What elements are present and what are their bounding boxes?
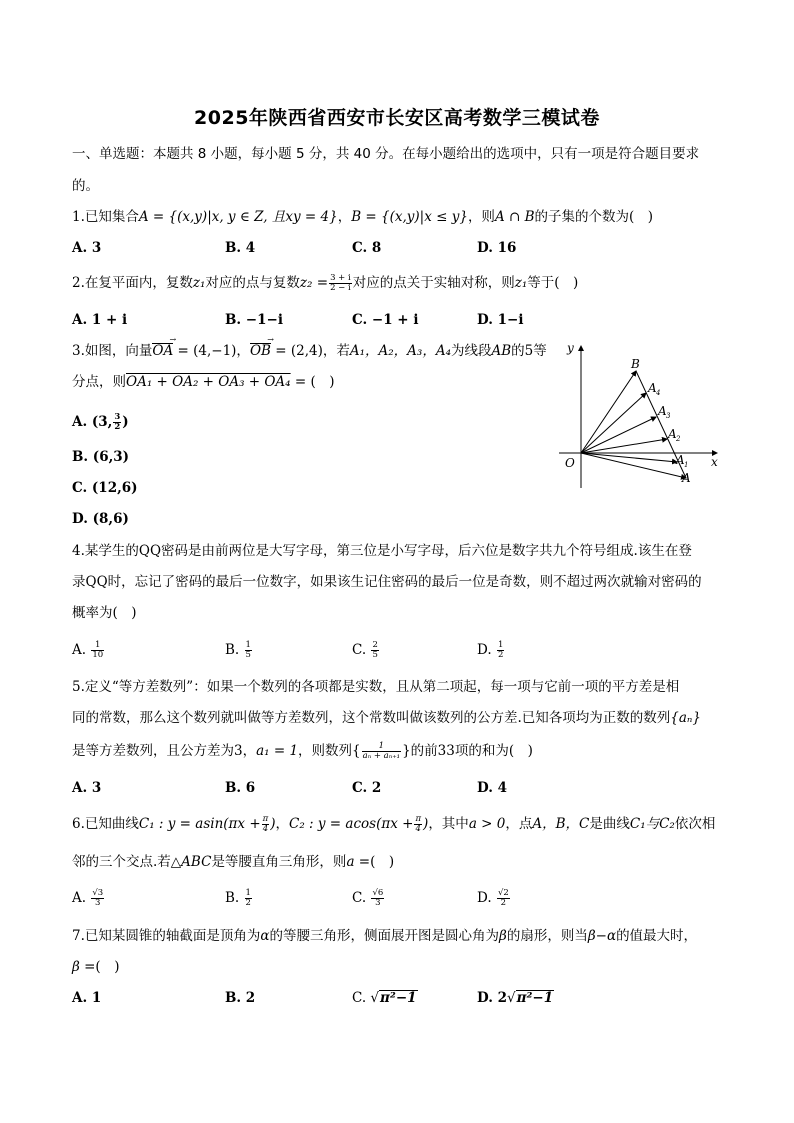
q5-frac-den: aₙ + aₙ₊₁ xyxy=(362,751,401,761)
q7-opt-c-radicand: π²−1 xyxy=(380,990,417,1006)
q6-opt-a-label: A. xyxy=(72,890,87,906)
q3-text-5: = ( ) xyxy=(290,374,335,390)
question-7 xyxy=(72,926,697,946)
q6-text-2: ，其中 xyxy=(428,816,469,832)
q4-opt-b-den: 5 xyxy=(245,650,251,660)
q5-option-d[interactable]: D. 4 xyxy=(477,780,508,796)
q6-curve-c2: C₂ : y = acos(πx + xyxy=(289,816,414,832)
q2-number: 2. xyxy=(72,275,85,291)
q4-opt-a-label: A. xyxy=(72,642,87,658)
q2-text: 在复平面内，复数 xyxy=(84,275,193,291)
q6-opt-c-num: √6 xyxy=(372,888,384,898)
q3-option-c[interactable]: C. (12,6) xyxy=(72,480,138,496)
q6-opt-d-den: 2 xyxy=(500,898,507,908)
q1-option-a[interactable]: A. 3 xyxy=(72,240,102,256)
fig-label-a3: A xyxy=(658,404,667,418)
q5-frac-num: 1 xyxy=(362,742,401,752)
q6-c1-end: ) xyxy=(270,816,276,832)
q1-text: 已知集合 xyxy=(84,209,139,225)
q5-text-2: 同的常数，那么这个数列就叫做等方差数列，这个常数叫做该数列的公方差.已知各项均为正数的数列 xyxy=(72,710,671,726)
q3-vector-figure xyxy=(555,338,730,493)
q3-text: 如图，向量 xyxy=(84,343,153,359)
q6-opt-b-num: 1 xyxy=(245,888,251,898)
q3-option-a[interactable] xyxy=(72,412,129,432)
fig-label-a4: A xyxy=(648,381,657,395)
q7-text-2: 的等腰三角形，侧面展开图是圆心角为 xyxy=(269,928,500,944)
q6-option-d[interactable] xyxy=(477,888,511,908)
q5-text: 定义“等方差数列”：如果一个数列的各项都是实数，且从第二项起，每一项与它前一项的平方差是相 xyxy=(84,679,680,695)
q6-c2-four: 4 xyxy=(415,824,421,834)
q4-opt-c-num: 2 xyxy=(372,640,378,650)
q6-c1-four: 4 xyxy=(262,824,269,834)
q5-a1: a₁ = 1 xyxy=(256,743,299,759)
q6-curves: C₁与C₂ xyxy=(629,816,675,832)
q6-opt-c-frac xyxy=(371,889,384,908)
q6-opt-c-label: C. xyxy=(352,890,367,906)
q6-opt-d-label: D. xyxy=(477,890,492,906)
fig-label-a1: A xyxy=(676,453,685,467)
q3-text-3: 的5等 xyxy=(511,343,547,359)
q4-opt-d-label: D. xyxy=(477,642,492,658)
vector-oa1 xyxy=(581,453,677,462)
fig-label-a4-sub: 4 xyxy=(656,389,661,397)
fig-label-x: x xyxy=(711,455,718,469)
q3-number: 3. xyxy=(72,343,85,359)
question-5-line3 xyxy=(72,741,533,761)
q6-c2-frac xyxy=(414,815,422,834)
q4-opt-d-num: 1 xyxy=(497,640,504,650)
question-3 xyxy=(72,341,547,361)
q3-vector-oa: OA → xyxy=(152,343,173,358)
question-3-cont xyxy=(72,372,335,392)
q2-text-4: 等于( ) xyxy=(527,275,579,291)
q4-opt-b-num: 1 xyxy=(245,640,251,650)
q4-opt-a-frac xyxy=(91,641,104,660)
fig-label-a3-sub: 3 xyxy=(666,412,671,420)
q3-option-b[interactable]: B. (6,3) xyxy=(72,449,130,465)
q1-sep: ， xyxy=(337,209,352,225)
question-4 xyxy=(72,541,692,561)
q6-text-8: ( ) xyxy=(370,854,395,870)
q3-opt-a-num: 3 xyxy=(114,412,121,422)
q6-curve-c1: C₁ : y = asin(πx + xyxy=(138,816,261,832)
q3-opt-a-pre: A. (3, xyxy=(72,414,113,430)
question-6 xyxy=(72,814,715,834)
q7-opt-c-label: C. xyxy=(352,990,367,1006)
q6-text: 已知曲线 xyxy=(84,816,139,832)
fig-label-a1-sub: 1 xyxy=(684,461,689,469)
q6-opt-c-den: 3 xyxy=(375,898,381,908)
q6-c2-end: ) xyxy=(423,816,429,832)
q7-beta: β xyxy=(499,928,507,944)
q2-fraction xyxy=(329,274,352,293)
q3-opt-a-den: 2 xyxy=(114,422,121,432)
q5-text-5: }的前33项的和为( ) xyxy=(402,743,533,759)
q7-text: 已知某圆锥的轴截面是顶角为 xyxy=(84,928,261,944)
q6-opt-a-num: √3 xyxy=(92,888,104,898)
q6-opt-b-den: 2 xyxy=(245,898,251,908)
question-5 xyxy=(72,677,679,697)
q7-opt-d-label: D. 2 xyxy=(477,990,508,1006)
q2-text-2: 对应的点与复数 xyxy=(205,275,300,291)
vector-oa xyxy=(581,453,689,478)
q6-triangle: △ABC xyxy=(170,854,212,870)
q3-opt-a-frac xyxy=(113,413,121,432)
q6-a-equals: a = xyxy=(346,854,371,870)
fig-label-o: O xyxy=(565,456,575,470)
q3-points: A₁，A₂，A₃，A₄ xyxy=(349,343,451,359)
q2-option-c[interactable]: C. −1 + i xyxy=(352,312,419,328)
q4-option-b[interactable] xyxy=(225,640,253,660)
fig-label-a2-sub: 2 xyxy=(676,435,681,443)
q6-text-6: 邻的三个交点.若 xyxy=(72,854,171,870)
q7-number: 7. xyxy=(72,928,85,944)
q4-option-c[interactable] xyxy=(352,640,380,660)
q1-option-d[interactable]: D. 16 xyxy=(477,240,517,256)
q5-sequence: {aₙ} xyxy=(670,710,701,726)
q4-opt-c-label: C. xyxy=(352,642,367,658)
q7-text-5: ( ) xyxy=(95,959,120,975)
question-4-line3: 概率为( ) xyxy=(72,605,137,621)
q6-option-a[interactable] xyxy=(72,888,105,908)
q3-text-4: 分点，则 xyxy=(72,374,126,390)
q4-option-d[interactable] xyxy=(477,640,505,660)
q6-points: A，B，C xyxy=(532,816,590,832)
q4-opt-b-frac xyxy=(245,641,252,660)
question-7-line2 xyxy=(72,957,119,977)
q6-opt-b-frac xyxy=(245,889,252,908)
q6-option-b[interactable] xyxy=(225,888,253,908)
q6-condition: a > 0 xyxy=(468,816,506,832)
fig-label-a2: A xyxy=(668,427,677,441)
section-header-cont: 的。 xyxy=(72,178,99,194)
q6-text-7: 是等腰直角三角形，则 xyxy=(211,854,347,870)
q2-option-b[interactable]: B. −1−i xyxy=(225,312,283,328)
q6-text-3: ，点 xyxy=(505,816,533,832)
q2-option-d[interactable]: D. 1−i xyxy=(477,312,524,328)
q3-text-2: 为线段 xyxy=(451,343,492,359)
q4-text: 某学生的QQ密码是由前两位是大写字母，第三位是小写字母，后六位是数字共九个符号组成.该生在登 xyxy=(84,543,692,559)
q4-opt-a-den: 10 xyxy=(92,650,104,660)
q2-frac-num: 3 + i xyxy=(330,273,351,283)
q7-opt-d-radicand: π²−1 xyxy=(516,990,554,1006)
q1-set-a: A = {(x,y)|x, y ∈ Z, 且xy = 4} xyxy=(138,209,338,225)
q1-intersection: A ∩ B xyxy=(494,209,535,225)
q2-z2: z₂ = xyxy=(299,275,329,291)
question-6-line2 xyxy=(72,852,394,872)
q6-c1-frac xyxy=(262,815,270,834)
q3-option-d[interactable]: D. (8,6) xyxy=(72,511,129,527)
vector-ob xyxy=(581,371,636,453)
q6-comma: ， xyxy=(275,816,290,832)
section-header: 一、单选题：本题共 8 小题，每小题 5 分，共 40 分。在每小题给出的选项中，只有一项是符合题目要求 xyxy=(72,146,700,162)
vector-oa3 xyxy=(581,417,656,453)
q6-text-4: 是曲线 xyxy=(589,816,630,832)
q4-number: 4. xyxy=(72,543,85,559)
q6-option-c[interactable] xyxy=(352,888,385,908)
q1-set-b: B = {(x,y)|x ≤ y} xyxy=(351,209,468,225)
q1-text-3: 的子集的个数为( ) xyxy=(534,209,654,225)
q5-text-4: ，则数列{ xyxy=(298,743,361,759)
question-5-line2 xyxy=(72,708,701,728)
question-4-line2: 录QQ时，忘记了密码的最后一位数字，如果该生记住密码的最后一位是奇数，则不超过两次就输对密码的 xyxy=(72,574,702,590)
q1-text-2: ，则 xyxy=(467,209,495,225)
q5-text-3: 是等方差数列，且公方差为3， xyxy=(72,743,257,759)
q6-opt-d-num: √2 xyxy=(497,888,509,898)
q2-z1: z₁ xyxy=(192,275,206,291)
q5-fraction xyxy=(362,742,401,761)
q6-opt-a-frac xyxy=(91,889,104,908)
q3-oa-value: = (4,−1)， xyxy=(173,343,250,359)
q6-number: 6. xyxy=(72,816,85,832)
question-2 xyxy=(72,273,578,293)
q3-segment: AB xyxy=(491,343,512,359)
q6-opt-b-label: B. xyxy=(225,890,240,906)
q7-beta-equals: β = xyxy=(72,959,96,975)
q7-text-4: 的值最大时， xyxy=(616,928,698,944)
q2-text-3: 对应的点关于实轴对称，则 xyxy=(352,275,515,291)
question-1 xyxy=(72,207,653,227)
q3-vector-sum: OA₁ + OA₂ + OA₃ + OA₄ xyxy=(126,374,291,390)
q7-text-3: 的扇形，则当 xyxy=(506,928,588,944)
q1-option-c[interactable]: C. 8 xyxy=(352,240,382,256)
q4-option-a[interactable] xyxy=(72,640,105,660)
q7-alpha: α xyxy=(260,928,270,944)
q1-option-b[interactable]: B. 4 xyxy=(225,240,256,256)
q7-beta-minus-alpha: β−α xyxy=(587,928,617,944)
q1-number: 1. xyxy=(72,209,85,225)
q4-opt-b-label: B. xyxy=(225,642,240,658)
q6-c1-pi: π xyxy=(262,814,269,824)
q7-option-b[interactable]: B. 2 xyxy=(225,990,256,1006)
q4-opt-c-frac xyxy=(371,641,378,660)
fig-label-y: y xyxy=(567,341,574,355)
q2-option-a[interactable]: A. 1 + i xyxy=(72,312,128,328)
q4-opt-d-frac xyxy=(497,641,504,660)
page-title: 2025年陕西省西安市长安区高考数学三模试卷 xyxy=(194,107,600,129)
q3-opt-a-post: ) xyxy=(122,414,129,430)
q5-number: 5. xyxy=(72,679,85,695)
q3-ob-value: = (2,4)，若 xyxy=(270,343,350,359)
q3-vector-ob: OB → xyxy=(250,343,271,358)
fig-label-b: B xyxy=(631,357,640,371)
q4-opt-a-num: 1 xyxy=(91,641,104,651)
fig-label-a: A xyxy=(682,471,691,485)
q4-opt-c-den: 5 xyxy=(372,650,378,660)
q6-opt-d-frac xyxy=(497,889,510,908)
q6-c2-pi: π xyxy=(415,814,422,824)
q2-z1-again: z₁ xyxy=(514,275,528,291)
q7-option-a[interactable]: A. 1 xyxy=(72,990,102,1006)
q5-option-a[interactable]: A. 3 xyxy=(72,780,102,796)
q2-frac-den: 2 − i xyxy=(330,283,351,293)
q4-opt-d-den: 2 xyxy=(497,650,504,660)
q5-option-b[interactable]: B. 6 xyxy=(225,780,256,796)
q7-option-d[interactable]: D. 2√π²−1 xyxy=(477,990,554,1006)
q6-text-5: 依次相 xyxy=(674,816,716,832)
q7-option-c[interactable]: C. √π²−1 xyxy=(352,990,417,1006)
q5-option-c[interactable]: C. 2 xyxy=(352,780,382,796)
q6-opt-a-den: 3 xyxy=(95,898,101,908)
